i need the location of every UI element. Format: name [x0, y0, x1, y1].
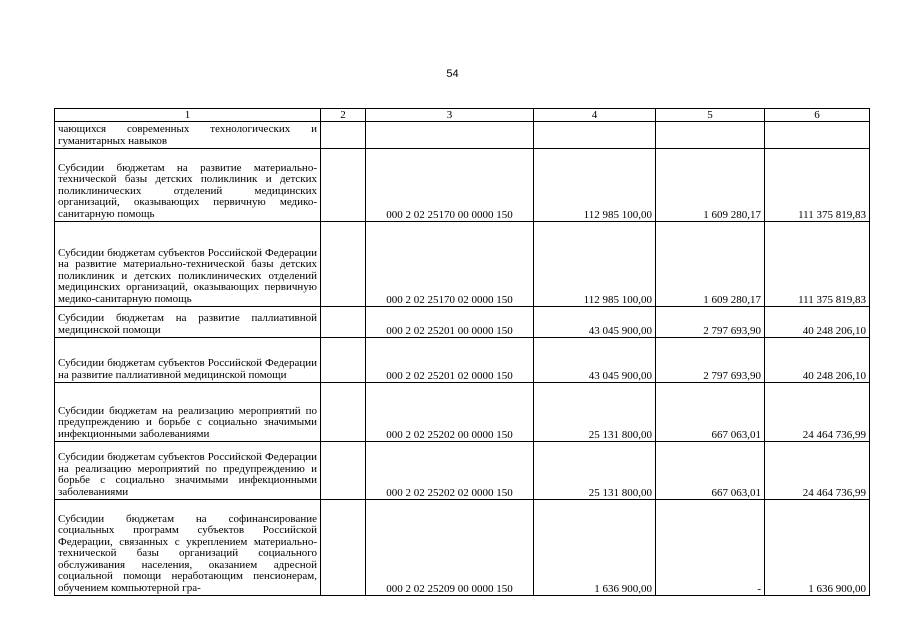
page-number: 54 — [446, 68, 459, 80]
row-value-6: 24 464 736,99 — [765, 442, 870, 500]
table-row — [55, 307, 870, 338]
header-row — [55, 109, 870, 122]
row-description: Субсидии бюджетам на развитие паллиативной медицинской помощи — [55, 307, 321, 338]
row-description: Субсидии бюджетам на реализацию мероприятий по предупреждению и борьбе с социально значимыми инфекционными заболеваниями — [55, 383, 321, 442]
row-value-5: 2 797 693,90 — [656, 307, 765, 338]
row-code — [366, 122, 534, 149]
row-value-5: 667 063,01 — [656, 442, 765, 500]
row-value-6: 40 248 206,10 — [765, 307, 870, 338]
row-value-4: 25 131 800,00 — [534, 383, 656, 442]
row-value-4 — [534, 122, 656, 149]
budget-table — [54, 108, 870, 596]
row-description: Субсидии бюджетам на развитие материально-технической базы детских поликлиник и детских поликлинических отделений медицинских организаций, оказывающих первичную медико-санитарную помощь — [55, 149, 321, 222]
row-value-4: 112 985 100,00 — [534, 222, 656, 307]
row-value-6: 1 636 900,00 — [765, 500, 870, 596]
table-row — [55, 222, 870, 307]
row-value-6: 40 248 206,10 — [765, 338, 870, 383]
row-col2 — [321, 222, 366, 307]
row-value-4: 25 131 800,00 — [534, 442, 656, 500]
row-value-5: 667 063,01 — [656, 383, 765, 442]
header-col-4: 4 — [534, 109, 656, 122]
table-row — [55, 149, 870, 222]
row-description: Субсидии бюджетам субъектов Российской Федерации на реализацию мероприятий по предупреждению и борьбе с социально значимыми инфекционными заболеваниями — [55, 442, 321, 500]
table-row — [55, 122, 870, 149]
row-description: Субсидии бюджетам субъектов Российской Федерации на развитие материально-технической базы детских поликлиник и детских поликлинических отделений медицинских организаций, оказывающих первичную медико-санитарную помощь — [55, 222, 321, 307]
row-value-6 — [765, 122, 870, 149]
row-col2 — [321, 383, 366, 442]
row-value-6: 111 375 819,83 — [765, 222, 870, 307]
row-value-4: 43 045 900,00 — [534, 307, 656, 338]
row-value-6: 24 464 736,99 — [765, 383, 870, 442]
table-row — [55, 383, 870, 442]
row-code: 000 2 02 25170 02 0000 150 — [366, 222, 534, 307]
row-value-5: 1 609 280,17 — [656, 222, 765, 307]
row-code: 000 2 02 25202 02 0000 150 — [366, 442, 534, 500]
row-description: Субсидии бюджетам на софинансирование социальных программ субъектов Российской Федерации, связанных с укреплением материально-технической базы организаций социального обслуживания населения, оказанием адресной социальной помощи неработающим пенсионерам, обучением компьютерной гра- — [55, 500, 321, 596]
row-code: 000 2 02 25170 00 0000 150 — [366, 149, 534, 222]
row-col2 — [321, 307, 366, 338]
row-col2 — [321, 122, 366, 149]
row-value-5 — [656, 122, 765, 149]
row-code: 000 2 02 25209 00 0000 150 — [366, 500, 534, 596]
header-col-1: 1 — [55, 109, 321, 122]
row-value-4: 43 045 900,00 — [534, 338, 656, 383]
header-col-6: 6 — [765, 109, 870, 122]
row-description: Субсидии бюджетам субъектов Российской Федерации на развитие паллиативной медицинской помощи — [55, 338, 321, 383]
row-value-5: 1 609 280,17 — [656, 149, 765, 222]
header-col-2: 2 — [321, 109, 366, 122]
row-value-5: 2 797 693,90 — [656, 338, 765, 383]
row-code: 000 2 02 25201 00 0000 150 — [366, 307, 534, 338]
row-col2 — [321, 338, 366, 383]
row-description: чающихся современных технологических и гуманитарных навыков — [55, 122, 321, 149]
row-col2 — [321, 500, 366, 596]
row-value-4: 1 636 900,00 — [534, 500, 656, 596]
table-row — [55, 500, 870, 596]
row-value-6: 111 375 819,83 — [765, 149, 870, 222]
header-col-3: 3 — [366, 109, 534, 122]
table-row — [55, 442, 870, 500]
header-col-5: 5 — [656, 109, 765, 122]
table-row — [55, 338, 870, 383]
row-col2 — [321, 149, 366, 222]
row-col2 — [321, 442, 366, 500]
row-code: 000 2 02 25202 00 0000 150 — [366, 383, 534, 442]
row-value-4: 112 985 100,00 — [534, 149, 656, 222]
row-value-5: - — [656, 500, 765, 596]
row-code: 000 2 02 25201 02 0000 150 — [366, 338, 534, 383]
